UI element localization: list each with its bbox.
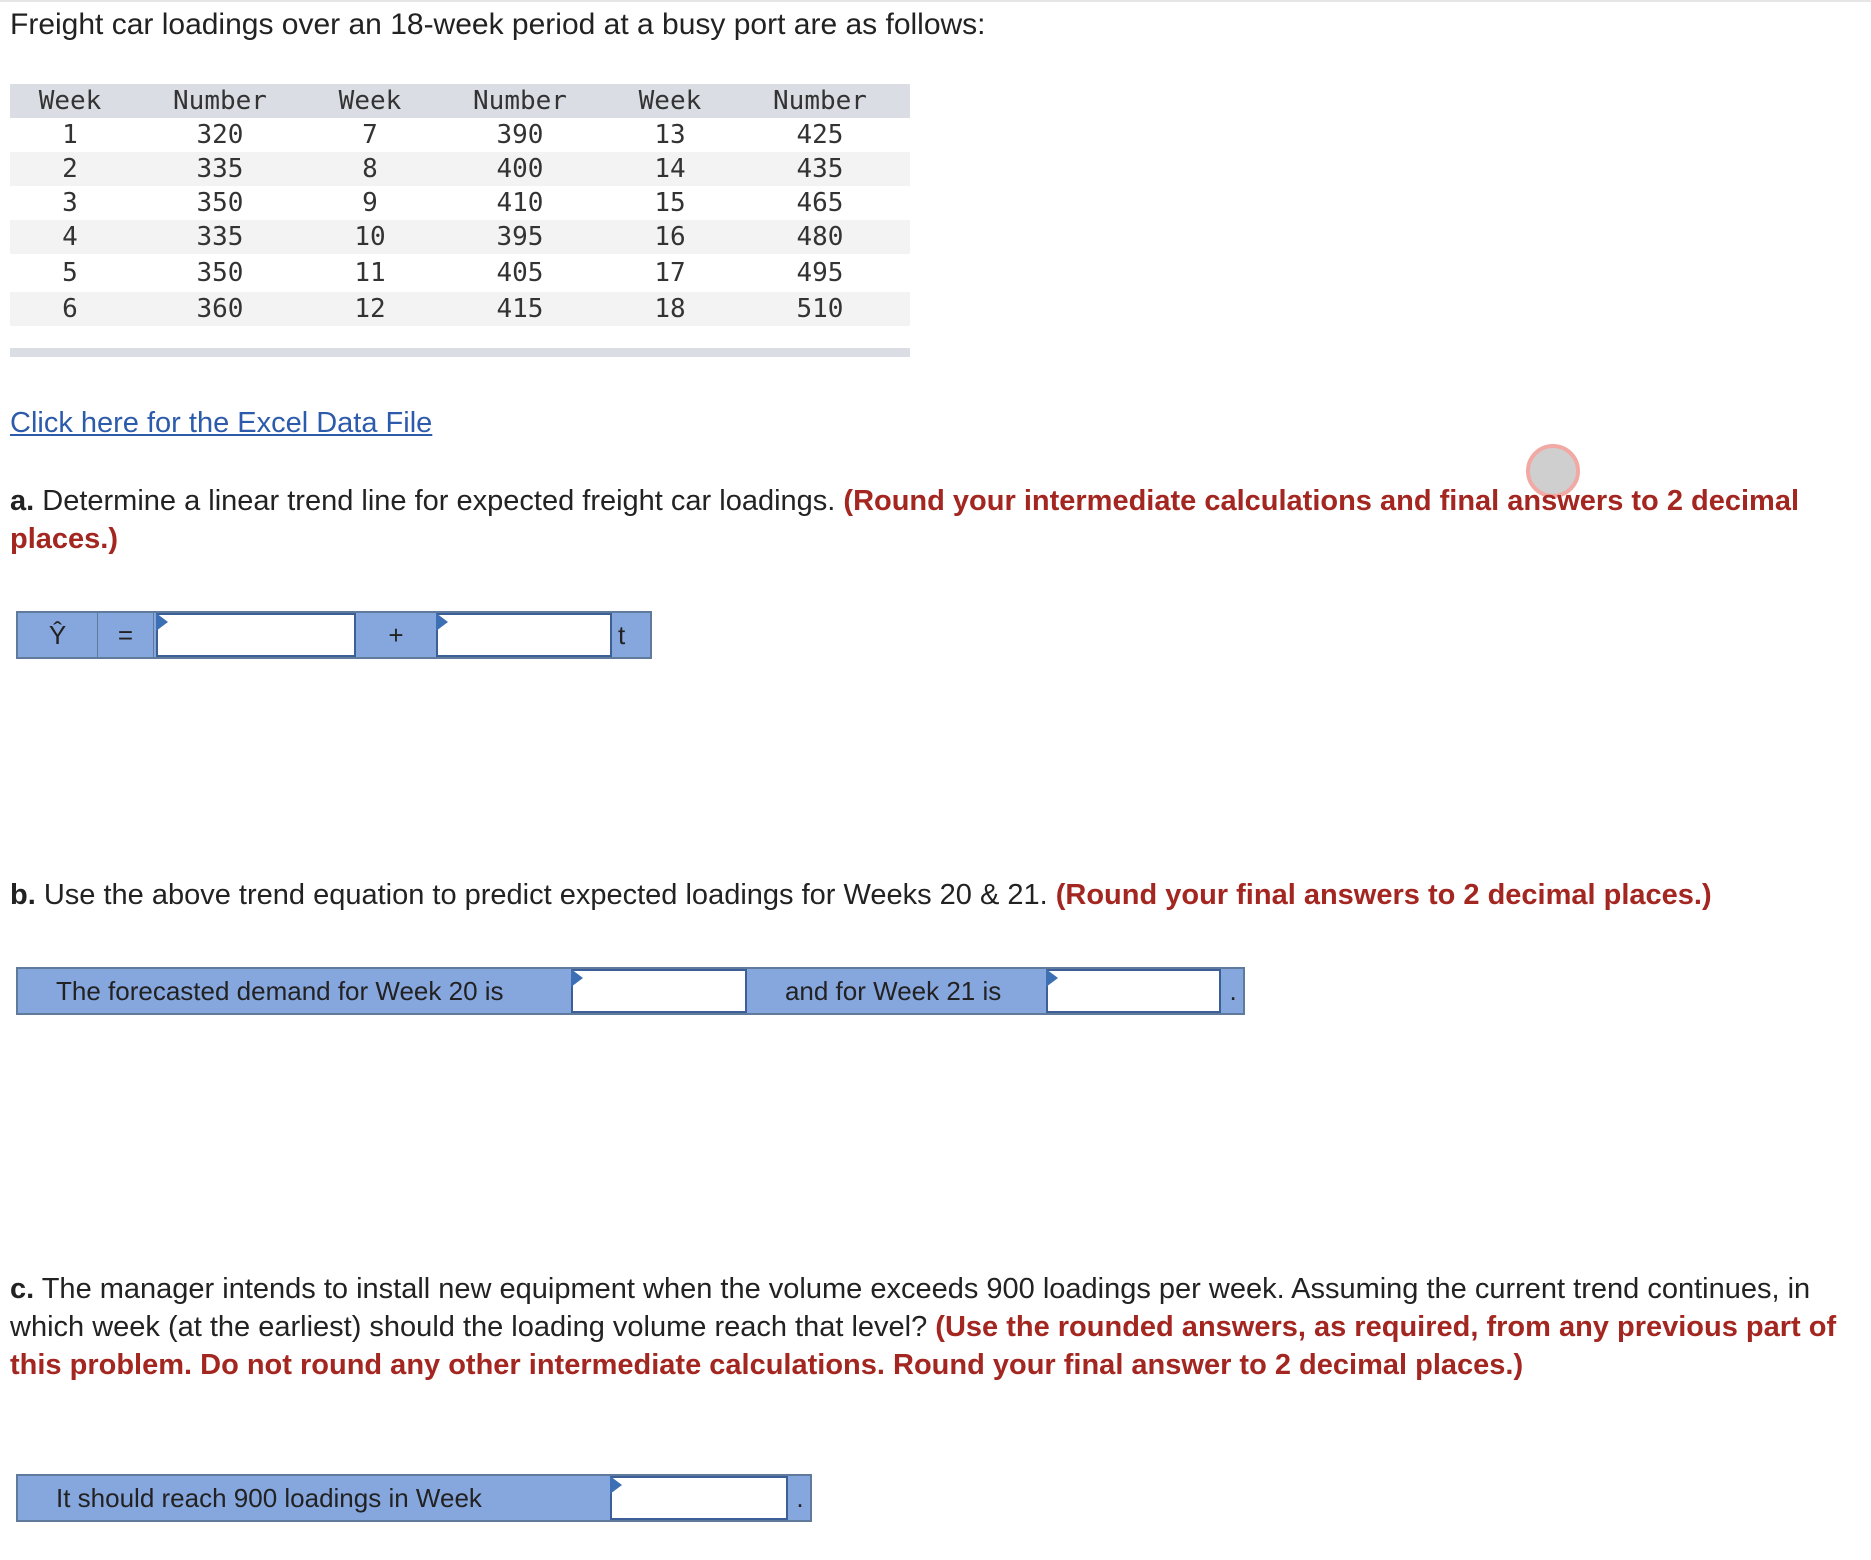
table-cell: 415 bbox=[430, 292, 610, 326]
excel-data-file-link[interactable]: Click here for the Excel Data File bbox=[10, 407, 433, 439]
input-flag-icon bbox=[1046, 969, 1058, 987]
week20-input[interactable] bbox=[573, 971, 745, 1011]
part-a-hint: (Round your intermediate calculations and final answers to 2 decimal places.) bbox=[10, 485, 1800, 555]
period: . bbox=[796, 1482, 804, 1513]
intercept-input-box bbox=[156, 613, 356, 657]
table-cell: 335 bbox=[130, 220, 310, 254]
table-cell: 495 bbox=[796, 258, 844, 288]
table-cell: 9 bbox=[362, 188, 378, 218]
week20-input-box bbox=[571, 969, 747, 1013]
part-a-question bbox=[10, 482, 1840, 558]
plus-sign: + bbox=[388, 619, 404, 650]
part-b-hint: (Round your final answers to 2 decimal places.) bbox=[1055, 879, 1712, 911]
table-cell: 480 bbox=[730, 220, 910, 254]
freight-data-table bbox=[10, 84, 910, 326]
part-c-label: c. bbox=[10, 1273, 35, 1305]
part-b-text: Use the above trend equation to predict expected loadings for Weeks 20 & 21. bbox=[35, 879, 1056, 911]
col-header-week-2: Week bbox=[310, 84, 430, 118]
table-row bbox=[10, 186, 910, 220]
table-cell: 360 bbox=[130, 292, 310, 326]
part-c-hint: (Use the rounded answers, as required, from any previous part of this problem. Do not round any other intermediate calculations. Round your final answer to 2 decimal places.) bbox=[10, 1311, 1837, 1381]
table-cell: 16 bbox=[610, 220, 730, 254]
table-cell: 3 bbox=[62, 188, 78, 218]
col-header-week-1: Week bbox=[10, 84, 130, 118]
table-cell: 350 bbox=[196, 258, 244, 288]
col-header-number-3: Number bbox=[730, 84, 910, 118]
table-cell: 7 bbox=[362, 120, 378, 150]
table-cell: 1 bbox=[62, 120, 78, 150]
table-cell: 12 bbox=[310, 292, 430, 326]
table-row bbox=[10, 254, 910, 292]
week21-input-box bbox=[1046, 969, 1222, 1013]
answer-label: It should reach 900 loadings in Week bbox=[56, 1482, 482, 1513]
part-a-text: Determine a linear trend line for expected freight car loadings. bbox=[34, 485, 844, 517]
table-cell: 5 bbox=[62, 258, 78, 288]
table-cell: 405 bbox=[496, 258, 544, 288]
col-header-week-3: Week bbox=[610, 84, 730, 118]
table-footer-bar bbox=[10, 348, 910, 357]
table-cell: 13 bbox=[654, 120, 686, 150]
part-c-text: The manager intends to install new equipment when the volume exceeds 900 loadings per week. Assuming the current trend continues, in which week (at the earliest) should the loading volume reach that level? bbox=[10, 1273, 1811, 1343]
slope-input-box bbox=[436, 613, 612, 657]
week20-label: The forecasted demand for Week 20 is bbox=[56, 975, 504, 1006]
table-cell: 2 bbox=[10, 152, 130, 186]
table-cell: 14 bbox=[610, 152, 730, 186]
week-answer-bar bbox=[16, 1474, 812, 1522]
table-cell: 400 bbox=[430, 152, 610, 186]
period: . bbox=[1229, 975, 1237, 1006]
table-cell: 15 bbox=[654, 188, 686, 218]
col-header-number-2: Number bbox=[430, 84, 610, 118]
table-cell: 10 bbox=[310, 220, 430, 254]
intercept-input[interactable] bbox=[158, 615, 354, 655]
part-a-label: a. bbox=[10, 485, 35, 517]
answer-input-box bbox=[610, 1476, 788, 1520]
y-hat-symbol: Ŷ bbox=[18, 613, 98, 657]
part-b-label: b. bbox=[10, 879, 36, 911]
input-flag-icon bbox=[571, 969, 583, 987]
part-b-question bbox=[10, 876, 1840, 914]
table-cell: 8 bbox=[310, 152, 430, 186]
input-flag-icon bbox=[436, 613, 448, 631]
col-header-number-1: Number bbox=[130, 84, 310, 118]
table-cell: 435 bbox=[730, 152, 910, 186]
table-cell: 510 bbox=[730, 292, 910, 326]
equals-sign: = bbox=[98, 613, 154, 657]
t-variable: t bbox=[618, 619, 626, 650]
table-row bbox=[10, 220, 910, 254]
table-row bbox=[10, 292, 910, 326]
table-cell: 320 bbox=[196, 120, 244, 150]
table-cell: 17 bbox=[654, 258, 686, 288]
table-cell: 395 bbox=[430, 220, 610, 254]
table-cell: 6 bbox=[10, 292, 130, 326]
week-answer-input[interactable] bbox=[612, 1478, 786, 1518]
table-row bbox=[10, 118, 910, 152]
slope-input[interactable] bbox=[438, 615, 610, 655]
table-cell: 425 bbox=[796, 120, 844, 150]
problem-intro: Freight car loadings over an 18-week period at a busy port are as follows: bbox=[10, 8, 986, 41]
table-cell: 390 bbox=[496, 120, 544, 150]
week21-input[interactable] bbox=[1048, 971, 1220, 1011]
table-cell: 465 bbox=[796, 188, 844, 218]
table-header-row bbox=[10, 84, 910, 118]
table-cell: 18 bbox=[610, 292, 730, 326]
forecast-answer-bar bbox=[16, 967, 1245, 1015]
input-flag-icon bbox=[156, 613, 168, 631]
table-cell: 335 bbox=[130, 152, 310, 186]
table-cell: 410 bbox=[496, 188, 544, 218]
week21-label: and for Week 21 is bbox=[784, 975, 1002, 1006]
table-row bbox=[10, 152, 910, 186]
table-cell: 4 bbox=[10, 220, 130, 254]
table-cell: 350 bbox=[196, 188, 244, 218]
trend-equation-bar bbox=[16, 611, 652, 659]
part-c-question bbox=[10, 1270, 1840, 1384]
table-cell: 11 bbox=[354, 258, 386, 288]
top-divider bbox=[0, 0, 1871, 2]
input-flag-icon bbox=[610, 1476, 622, 1494]
